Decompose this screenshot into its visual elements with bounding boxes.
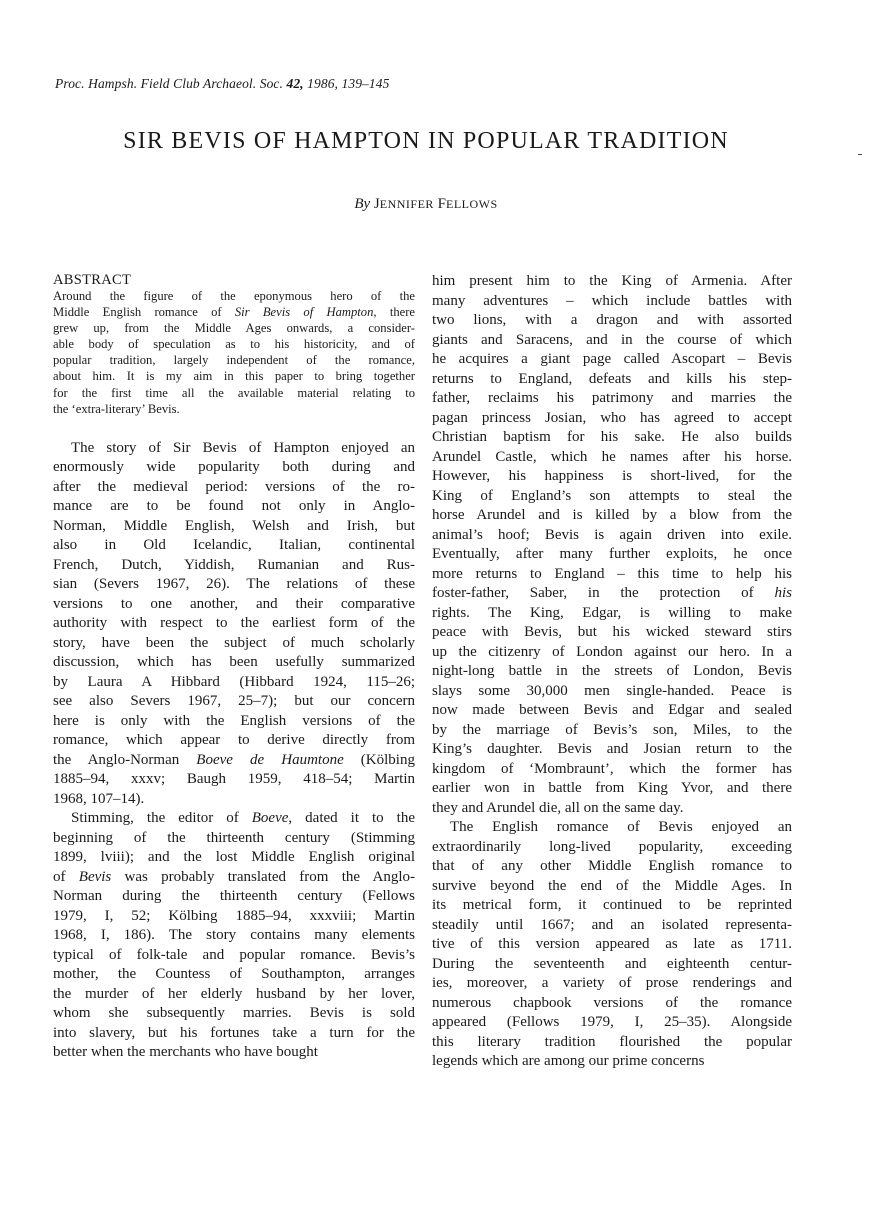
text-line: 1979, I, 52; Kölbing 1885–94, xxxviii; Martin — [53, 907, 415, 924]
text-line: King’s daughter. Bevis and Josian return to the — [432, 741, 792, 757]
author-first-rest: ENNIFER — [379, 197, 434, 211]
text-line: pagan princess Josian, who has agreed to accept — [432, 409, 792, 426]
text-line: numerous chapbook versions of the romance — [432, 994, 792, 1011]
text-line: up the citizenry of London against our hero. In a — [432, 643, 792, 660]
text-line: now made between Bevis and Edgar and sealed — [432, 702, 792, 718]
text-line: Middle English romance of Sir Bevis of Hampton, there — [53, 305, 415, 320]
text-line: extraordinarily long-lived popularity, exceeding — [432, 838, 792, 855]
text-line: During the seventeenth and eighteenth centur- — [432, 955, 792, 972]
text-line: for the first time all the available material relating to — [53, 385, 415, 400]
text-line: 1885–94, xxxv; Baugh 1959, 418–54; Martin — [53, 771, 415, 788]
text-line: mance are to be found not only in Anglo- — [53, 498, 415, 515]
text-line: better when the merchants who have bought — [53, 1044, 318, 1061]
text-line: survive beyond the end of the Middle Ages. In — [432, 877, 792, 894]
text-line: beginning of the thirteenth century (Stimming — [53, 829, 415, 846]
text-line: the Anglo-Norman Boeve de Haumtone (Kölbing — [53, 751, 415, 768]
text-line: horse Arundel and is killed by a blow from the — [432, 507, 792, 523]
text-line: earlier won in battle from King Yvor, and there — [432, 780, 792, 796]
text-line: sian (Severs 1967, 26). The relations of these — [53, 576, 415, 593]
body-paragraph — [432, 818, 792, 1072]
left-column — [53, 272, 415, 1063]
abstract-text — [53, 288, 415, 417]
text-line: authority with respect to the earliest form of the — [53, 615, 415, 632]
text-line: after the medieval period: versions of the ro- — [53, 478, 415, 495]
text-line: of Bevis was probably translated from the Anglo- — [53, 868, 416, 885]
body-paragraph — [53, 809, 415, 1063]
text-line: ies, moreover, a variety of prose renderings and — [432, 975, 792, 991]
text-line: romance, which appear to derive directly from — [53, 732, 415, 749]
text-line: typical of folk-tale and popular romance. Bevis’s — [53, 946, 415, 963]
text-line: 1899, lviii); and the lost Middle English original — [53, 849, 415, 866]
body-paragraph — [53, 439, 415, 810]
text-line: The English romance of Bevis enjoyed an — [450, 819, 792, 835]
text-line: story, have been the subject of much scholarly — [53, 634, 415, 651]
abstract-heading: ABSTRACT — [53, 272, 132, 288]
text-line: by Laura A Hibbard (Hibbard 1924, 115–26; — [53, 673, 415, 690]
text-line: Around the figure of the eponymous hero of the — [53, 289, 415, 303]
article-title: SIR BEVIS OF HAMPTON IN POPULAR TRADITION — [123, 128, 729, 154]
journal-name: Proc. Hampsh. Field Club Archaeol. Soc. — [55, 76, 283, 91]
journal-year-pages: 1986, 139–145 — [307, 76, 390, 91]
text-line: However, his happiness is short-lived, for the — [432, 468, 792, 484]
text-line: its metrical form, it continued to be reprinted — [432, 897, 792, 913]
text-line: also in Old Icelandic, Italian, continental — [53, 537, 415, 554]
text-line: see also Severs 1967, 25–7); but our concern — [53, 693, 415, 710]
text-line: more returns to England – this time to help his — [432, 565, 792, 582]
journal-citation — [55, 76, 655, 92]
text-line: steadily until 1667; and an isolated representa- — [432, 916, 792, 933]
text-line: Norman during the thirteenth century (Fellows — [53, 888, 415, 905]
text-line: by the marriage of Bevis’s son, Miles, to the — [432, 721, 792, 738]
text-line: French, Dutch, Yiddish, Rumanian and Rus- — [53, 556, 415, 573]
text-line: foster-father, Saber, in the protection of his — [432, 585, 792, 601]
text-line: slays some 30,000 men single-handed. Peace is — [432, 682, 792, 699]
author-last-rest: ELLOWS — [446, 197, 498, 211]
text-line: Christian baptism for his sake. He also builds — [432, 429, 792, 445]
text-line: legends which are among our prime concerns — [432, 1053, 705, 1069]
text-line: enormously wide popularity both during and — [53, 459, 415, 476]
text-line: appeared (Fellows 1979, I, 25–35). Alongside — [432, 1014, 792, 1030]
text-line: able body of speculation as to his historicity, and of — [53, 337, 415, 352]
text-line: into slavery, but his fortunes take a turn for the — [53, 1024, 415, 1041]
journal-volume: 42, — [286, 76, 304, 91]
text-line: night-long battle in the streets of London, Bevis — [432, 663, 792, 679]
byline — [0, 196, 852, 213]
text-line: peace with Bevis, but his wicked steward stirs — [432, 624, 792, 640]
text-line: tive of this version appeared as late as 1711. — [432, 936, 792, 952]
text-line: 1968, 107–14). — [53, 790, 145, 807]
text-line: he acquires a giant page called Ascopart – Bevis — [432, 351, 792, 367]
byline-by: By — [354, 196, 371, 212]
text-line: Norman, Middle English, Welsh and Irish, but — [53, 517, 415, 534]
text-line: rights. The King, Edgar, is willing to make — [432, 604, 792, 621]
text-line: the murder of her elderly husband by her lover, — [53, 985, 415, 1002]
margin-mark — [858, 154, 862, 155]
text-line: this literary tradition flourished the popular — [432, 1033, 792, 1050]
text-line: grew up, from the Middle Ages onwards, a consider- — [53, 321, 415, 336]
text-line: father, reclaims his patrimony and marries the — [432, 390, 792, 406]
text-line: him present him to the King of Armenia. After — [432, 273, 792, 289]
left-body — [53, 439, 415, 1063]
text-line: popular tradition, largely independent of the romance, — [53, 353, 415, 368]
text-line: Eventually, after many further exploits, he once — [432, 546, 792, 562]
text-line: versions to one another, and their comparative — [53, 595, 415, 612]
text-line: 1968, I, 186). The story contains many elements — [53, 927, 415, 944]
text-line: kingdom of ‘Mombraunt’, which the former has — [432, 760, 792, 777]
right-column — [432, 272, 792, 1072]
text-line: animal’s hoof; Bevis is again driven into exile. — [432, 526, 792, 543]
text-line: many adventures – which include battles with — [432, 292, 792, 309]
text-line: they and Arundel die, all on the same day. — [432, 799, 684, 816]
text-line: King of England’s son attempts to steal the — [432, 487, 792, 504]
text-line: here is only with the English versions of the — [53, 712, 415, 729]
text-line: about him. It is my aim in this paper to bring together — [53, 369, 415, 384]
body-paragraph — [432, 272, 792, 818]
text-line: discussion, which has been usefully summarized — [53, 654, 415, 671]
author-last-initial: F — [437, 196, 447, 212]
text-line: Arundel Castle, which he names after his horse. — [432, 448, 792, 465]
text-line: that of any other Middle English romance to — [432, 858, 792, 874]
text-line: mother, the Countess of Southampton, arranges — [53, 966, 415, 983]
text-line: Stimming, the editor of Boeve, dated it to the — [71, 810, 415, 827]
text-line: The story of Sir Bevis of Hampton enjoyed an — [71, 439, 415, 456]
text-line: two lions, with a dragon and with assorted — [432, 312, 792, 328]
author-first-initial: J — [373, 196, 380, 212]
text-line: whom she subsequently marries. Bevis is sold — [53, 1005, 415, 1022]
text-line: returns to England, defeats and kills his step- — [432, 370, 792, 387]
text-line: giants and Saracens, and in the course of which — [432, 331, 792, 348]
text-line: the ‘extra-literary’ Bevis. — [53, 401, 180, 416]
